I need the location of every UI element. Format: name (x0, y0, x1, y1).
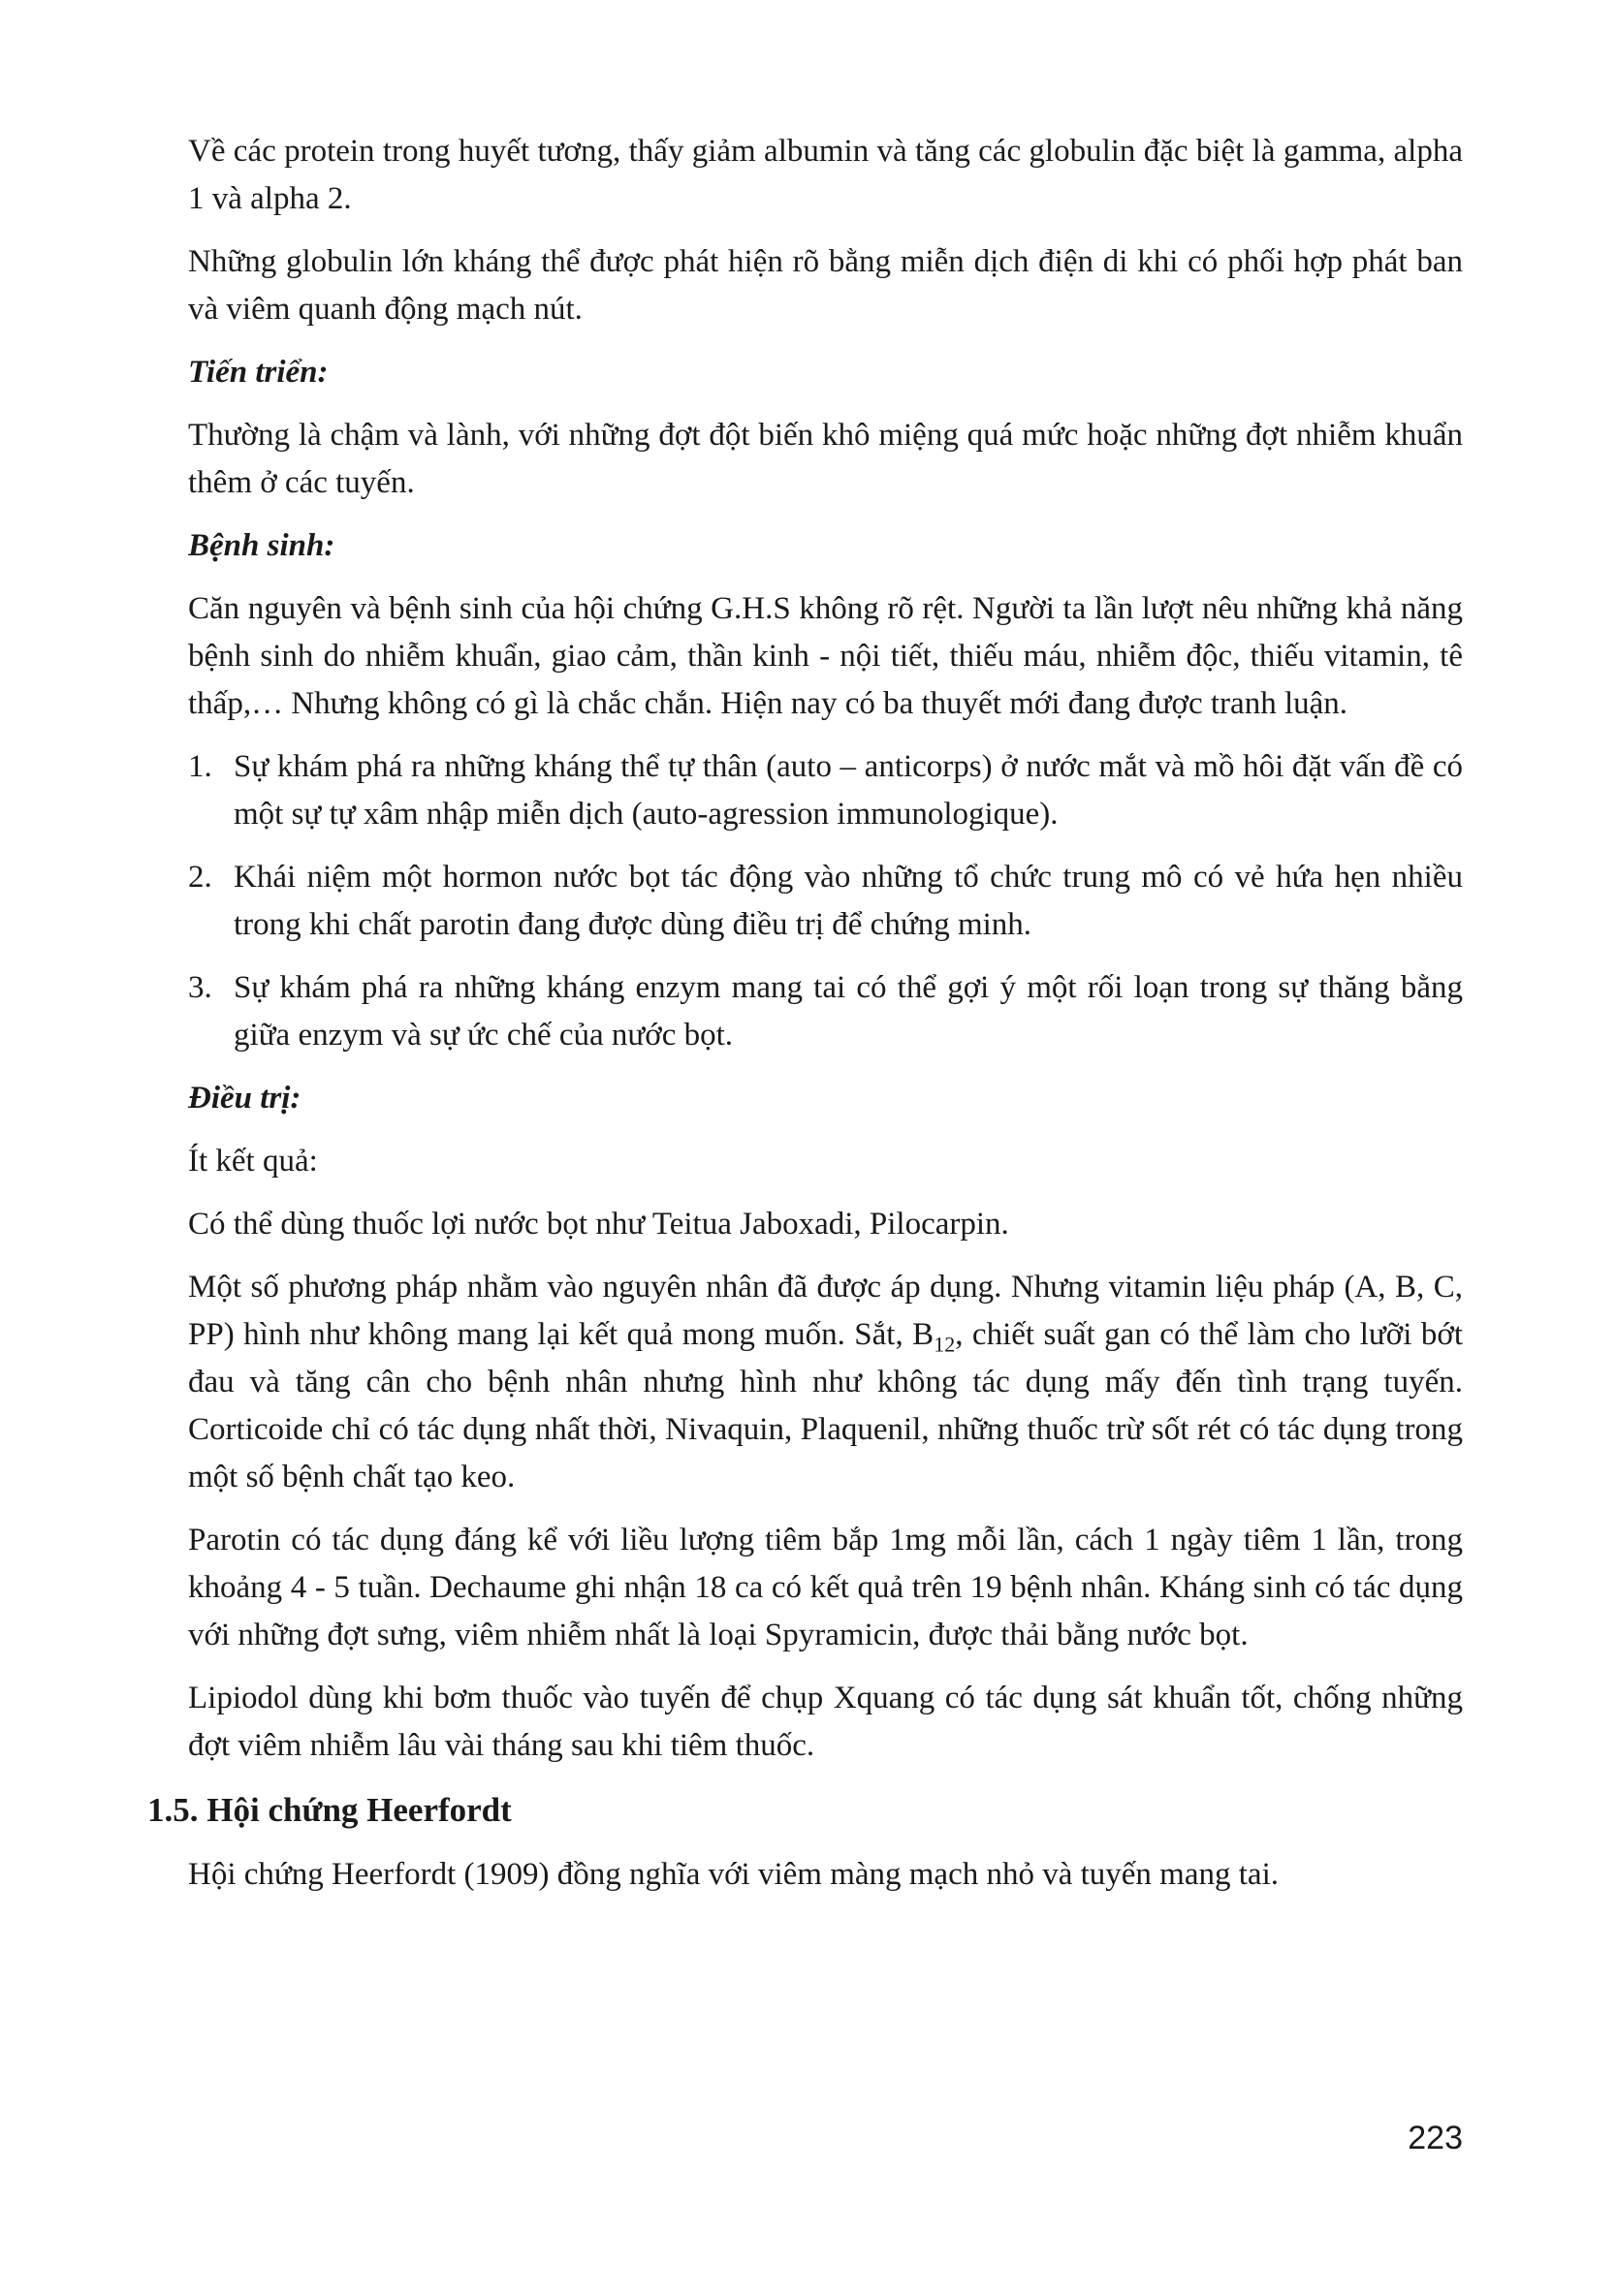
paragraph-lipiodol: Lipiodol dùng khi bơm thuốc vào tuyến để chụp Xquang có tác dụng sát khuẩn tốt, chống những đợt viêm nhiễm lâu vài tháng sau khi tiêm thuốc. (188, 1681, 1463, 1763)
paragraph-phuong-phap (188, 1264, 1463, 1501)
list-item (188, 854, 1463, 949)
list-item-text: Khái niệm một hormon nước bọt tác động vào những tổ chức trung mô có vẻ hứa hẹn nhiều trong khi chất parotin đang được dùng điều trị để chứng minh. (234, 860, 1463, 942)
heading-dieu-tri: Điều trị: (188, 1081, 301, 1116)
paragraph-phuong-phap-part1: Một số phương pháp nhằm vào nguyên nhân đã được áp dụng. Nhưng vitamin liệu pháp (A, B, C, PP) hình như không mang lại kết quả mong muốn. Sắt, B (188, 1270, 1463, 1352)
list-item-text: Sự khám phá ra những kháng enzym mang tai có thể gợi ý một rối loạn trong sự thăng bằng giữa enzym và sự ức chế của nước bọt. (234, 970, 1463, 1053)
paragraph-parotin: Parotin có tác dụng đáng kể với liều lượng tiêm bắp 1mg mỗi lần, cách 1 ngày tiêm 1 lần, trong khoảng 4 - 5 tuần. Dechaume ghi nhận 18 ca có kết quả trên 19 bệnh nhân. Kháng sinh có tác dụng với những đợt sưng, viêm nhiễm nhất là loại Spyramicin, được thải bằng nước bọt. (188, 1523, 1463, 1652)
theory-list (188, 743, 1463, 1059)
page-number: 223 (1408, 2120, 1463, 2156)
paragraph-heerfordt: Hội chứng Heerfordt (1909) đồng nghĩa với viêm màng mạch nhỏ và tuyến mang tai. (188, 1857, 1279, 1892)
list-item-number: 3. (188, 970, 212, 1005)
paragraph-antibody-globulins: Những globulin lớn kháng thể được phát hiện rõ bằng miễn dịch điện di khi có phối hợp phát ban và viêm quanh động mạch nút. (188, 244, 1463, 327)
list-item (188, 964, 1463, 1059)
paragraph-phuong-phap-part2: , chiết suất gan có thể làm cho lưỡi bớt đau và tăng cân cho bệnh nhân nhưng hình như không tác dụng mấy đến tình trạng tuyến. Corticoide chỉ có tác dụng nhất thời, Nivaquin, Plaquenil, những thuốc trừ sốt rét có tác dụng trong một số bệnh chất tạo keo. (188, 1317, 1464, 1494)
paragraph-benh-sinh: Căn nguyên và bệnh sinh của hội chứng G.H.S không rõ rệt. Người ta lần lượt nêu những khả năng bệnh sinh do nhiễm khuẩn, giao cảm, thần kinh - nội tiết, thiếu máu, nhiễm độc, thiếu vitamin, tê thấp,… Nhưng không có gì là chắc chắn. Hiện nay có ba thuyết mới đang được tranh luận. (188, 591, 1463, 721)
list-item-number: 2. (188, 860, 212, 895)
heading-benh-sinh: Bệnh sinh: (188, 528, 335, 563)
paragraph-thuoc-loi-nuoc-bot: Có thể dùng thuốc lợi nước bọt như Teitua Jaboxadi, Pilocarpin. (188, 1207, 1009, 1242)
document-page (147, 128, 1464, 1914)
list-item-number: 1. (188, 749, 212, 784)
list-item-text: Sự khám phá ra những kháng thể tự thân (auto – anticorps) ở nước mắt và mồ hôi đặt vấn đề có một sự tự xâm nhập miễn dịch (auto-agression immunologique). (234, 749, 1463, 832)
heading-tien-trien: Tiến triển: (188, 355, 329, 390)
paragraph-it-ket-qua: Ít kết quả: (188, 1144, 318, 1179)
paragraph-tien-trien: Thường là chậm và lành, với những đợt đột biến khô miệng quá mức hoặc những đợt nhiễm khuẩn thêm ở các tuyến. (188, 418, 1463, 500)
list-item (188, 743, 1463, 838)
paragraph-plasma-proteins: Về các protein trong huyết tương, thấy giảm albumin và tăng các globulin đặc biệt là gamma, alpha 1 và alpha 2. (188, 134, 1463, 216)
b12-subscript: 12 (934, 1332, 956, 1357)
section-title: 1.5. Hội chứng Heerfordt (147, 1791, 512, 1829)
